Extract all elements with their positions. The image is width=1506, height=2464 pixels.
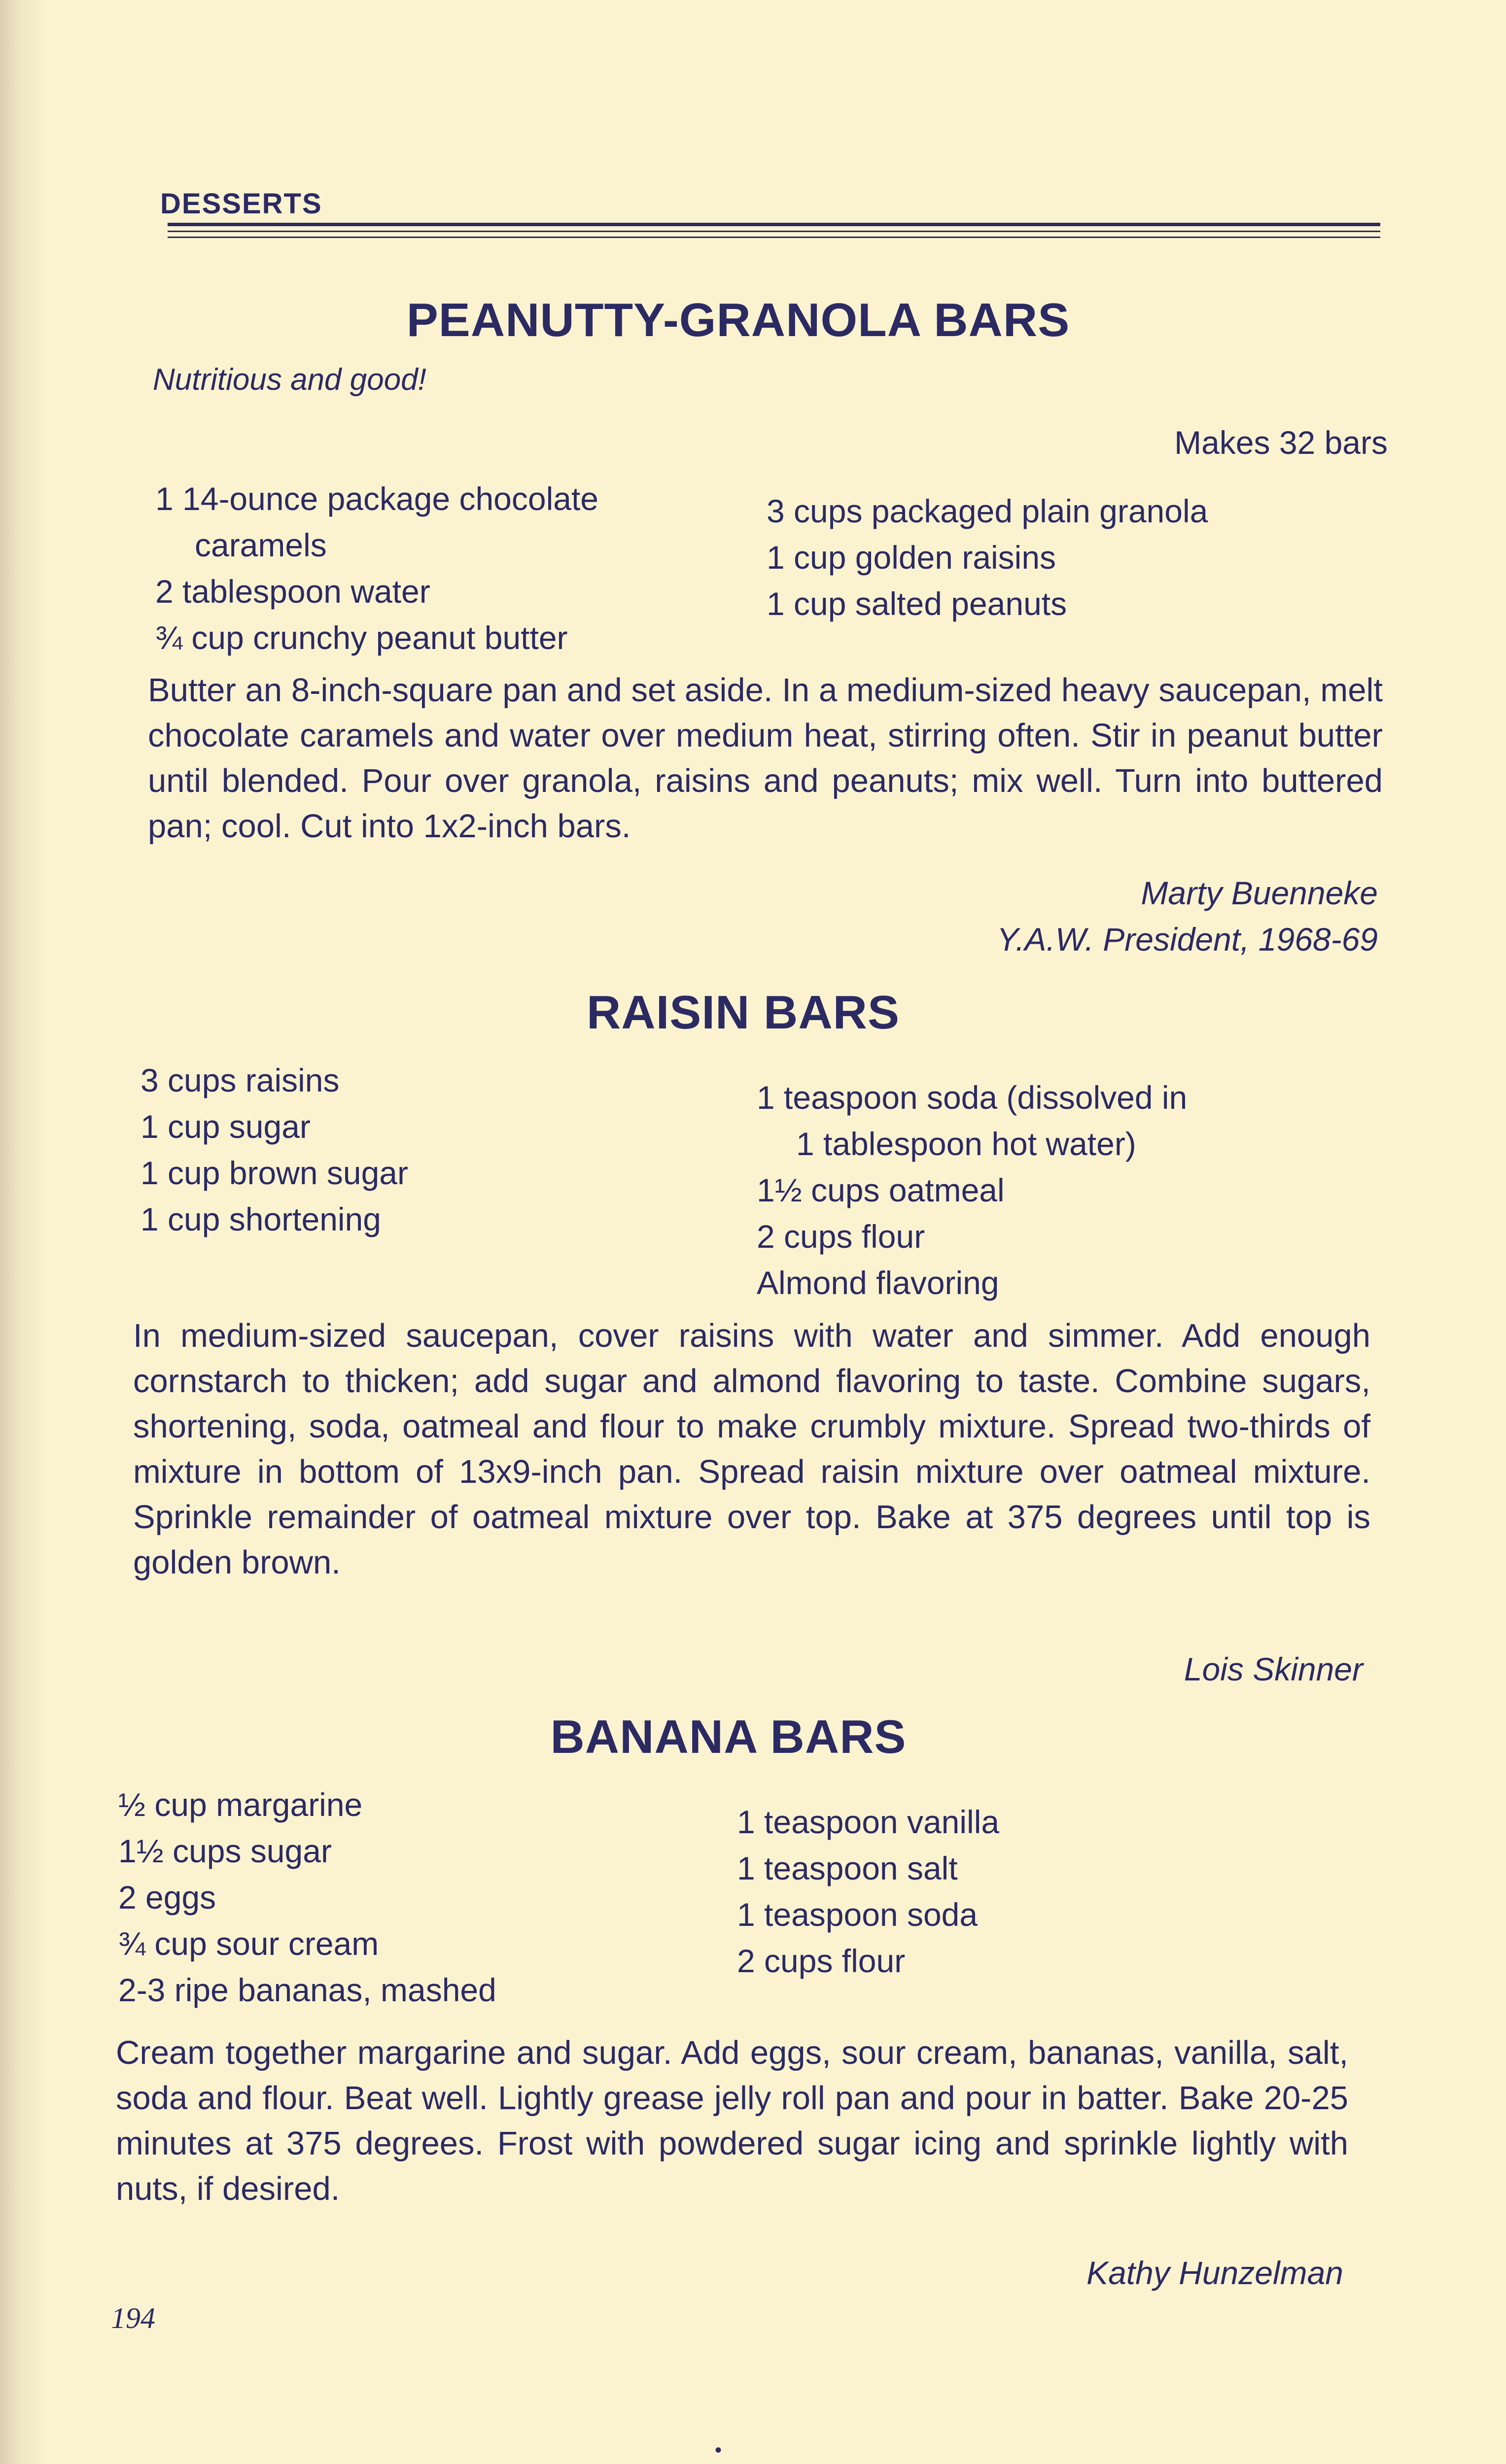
ingredient: 2-3 ripe bananas, mashed (118, 1972, 496, 2008)
recipe-author: Kathy Hunzelman (1086, 2255, 1343, 2291)
ingredient: 1 cup salted peanuts (767, 585, 1067, 622)
recipe-directions: In medium-sized saucepan, cover raisins with water and simmer. Add enough cornstarch to thicken; add sugar and almond flavoring to taste. Combine sugars, shortening, soda, oatmeal and flour to make crumbly mixture. Spread two-thirds of mixture in bottom of 13x9-inch pan. Spread raisin mixture over oatmeal mixture. Sprinkle remainder of oatmeal mixture over top. Bake at 375 degrees until top is golden brown. (133, 1317, 1370, 1581)
ingredient: 1 cup brown sugar (140, 1155, 408, 1191)
header-rule (168, 237, 1380, 238)
page-number: 194 (111, 2302, 155, 2334)
ingredient: ½ cup margarine (118, 1786, 363, 1823)
ingredient: 1 teaspoon soda (dissolved in (757, 1079, 1188, 1116)
ingredient: 1 teaspoon vanilla (737, 1804, 1000, 1840)
author-name: Marty Buenneke (1141, 875, 1378, 911)
ingredient: 1½ cups oatmeal (757, 1172, 1005, 1208)
recipe-title: PEANUTTY-GRANOLA BARS (406, 294, 1070, 346)
ingredient: 2 cups flour (737, 1943, 906, 1979)
section-header: DESSERTS (160, 188, 322, 220)
recipe-subtitle: Nutritious and good! (153, 363, 426, 397)
page-binding-shadow (0, 0, 47, 2464)
ingredient: 1 teaspoon salt (737, 1850, 958, 1886)
ingredient: 1 teaspoon soda (737, 1896, 978, 1933)
ingredient: 1½ cups sugar (118, 1833, 332, 1869)
ingredient: 1 cup golden raisins (767, 539, 1056, 576)
ingredient: 2 eggs (118, 1879, 216, 1916)
recipe-title: BANANA BARS (550, 1711, 907, 1763)
header-rule (168, 223, 1380, 226)
ingredient: 2 cups flour (757, 1218, 925, 1255)
print-mark-icon: • (715, 2439, 722, 2461)
ingredient: 1 cup sugar (140, 1108, 311, 1145)
recipe-author: Lois Skinner (1184, 1651, 1363, 1687)
ingredient: 2 tablespoon water (155, 573, 430, 610)
ingredient: Almond flavoring (757, 1265, 999, 1301)
ingredient: ¾ cup crunchy peanut butter (155, 619, 568, 656)
ingredient: 1 cup shortening (140, 1201, 382, 1237)
ingredients-left (155, 476, 598, 661)
recipe-directions: Butter an 8-inch-square pan and set aside. In a medium-sized heavy saucepan, melt chocolate caramels and water over medium heat, stirring often. Stir in peanut butter until blended. Pour over granola, raisins and peanuts; mix well. Turn into buttered pan; cool. Cut into 1x2-inch bars. (148, 672, 1383, 845)
recipe-title: RAISIN BARS (586, 986, 900, 1039)
ingredient: 3 cups raisins (140, 1062, 340, 1098)
ingredient: 1 tablespoon hot water) (796, 1126, 1136, 1162)
ingredients-left (140, 1057, 408, 1242)
header-rule (168, 231, 1380, 232)
recipe-yield: Makes 32 bars (1174, 424, 1388, 461)
ingredients-right (767, 488, 1208, 627)
ingredients-right (737, 1799, 999, 1984)
recipe-author (688, 870, 1378, 962)
ingredients-right (757, 1074, 1187, 1306)
ingredient: caramels (195, 527, 327, 563)
ingredients-left (118, 1781, 496, 2013)
author-title: Y.A.W. President, 1968-69 (997, 921, 1378, 958)
ingredient: 3 cups packaged plain granola (767, 493, 1208, 529)
recipe-directions: Cream together margarine and sugar. Add eggs, sour cream, bananas, vanilla, salt, soda and flour. Beat well. Lightly grease jelly roll pan and pour in batter. Bake 20-25 minutes at 375 degrees. Frost with powdered sugar icing and sprinkle lightly with nuts, if desired. (116, 2034, 1348, 2207)
ingredient: ¾ cup sour cream (118, 1925, 379, 1962)
ingredient: 1 14-ounce package chocolate (155, 480, 598, 517)
